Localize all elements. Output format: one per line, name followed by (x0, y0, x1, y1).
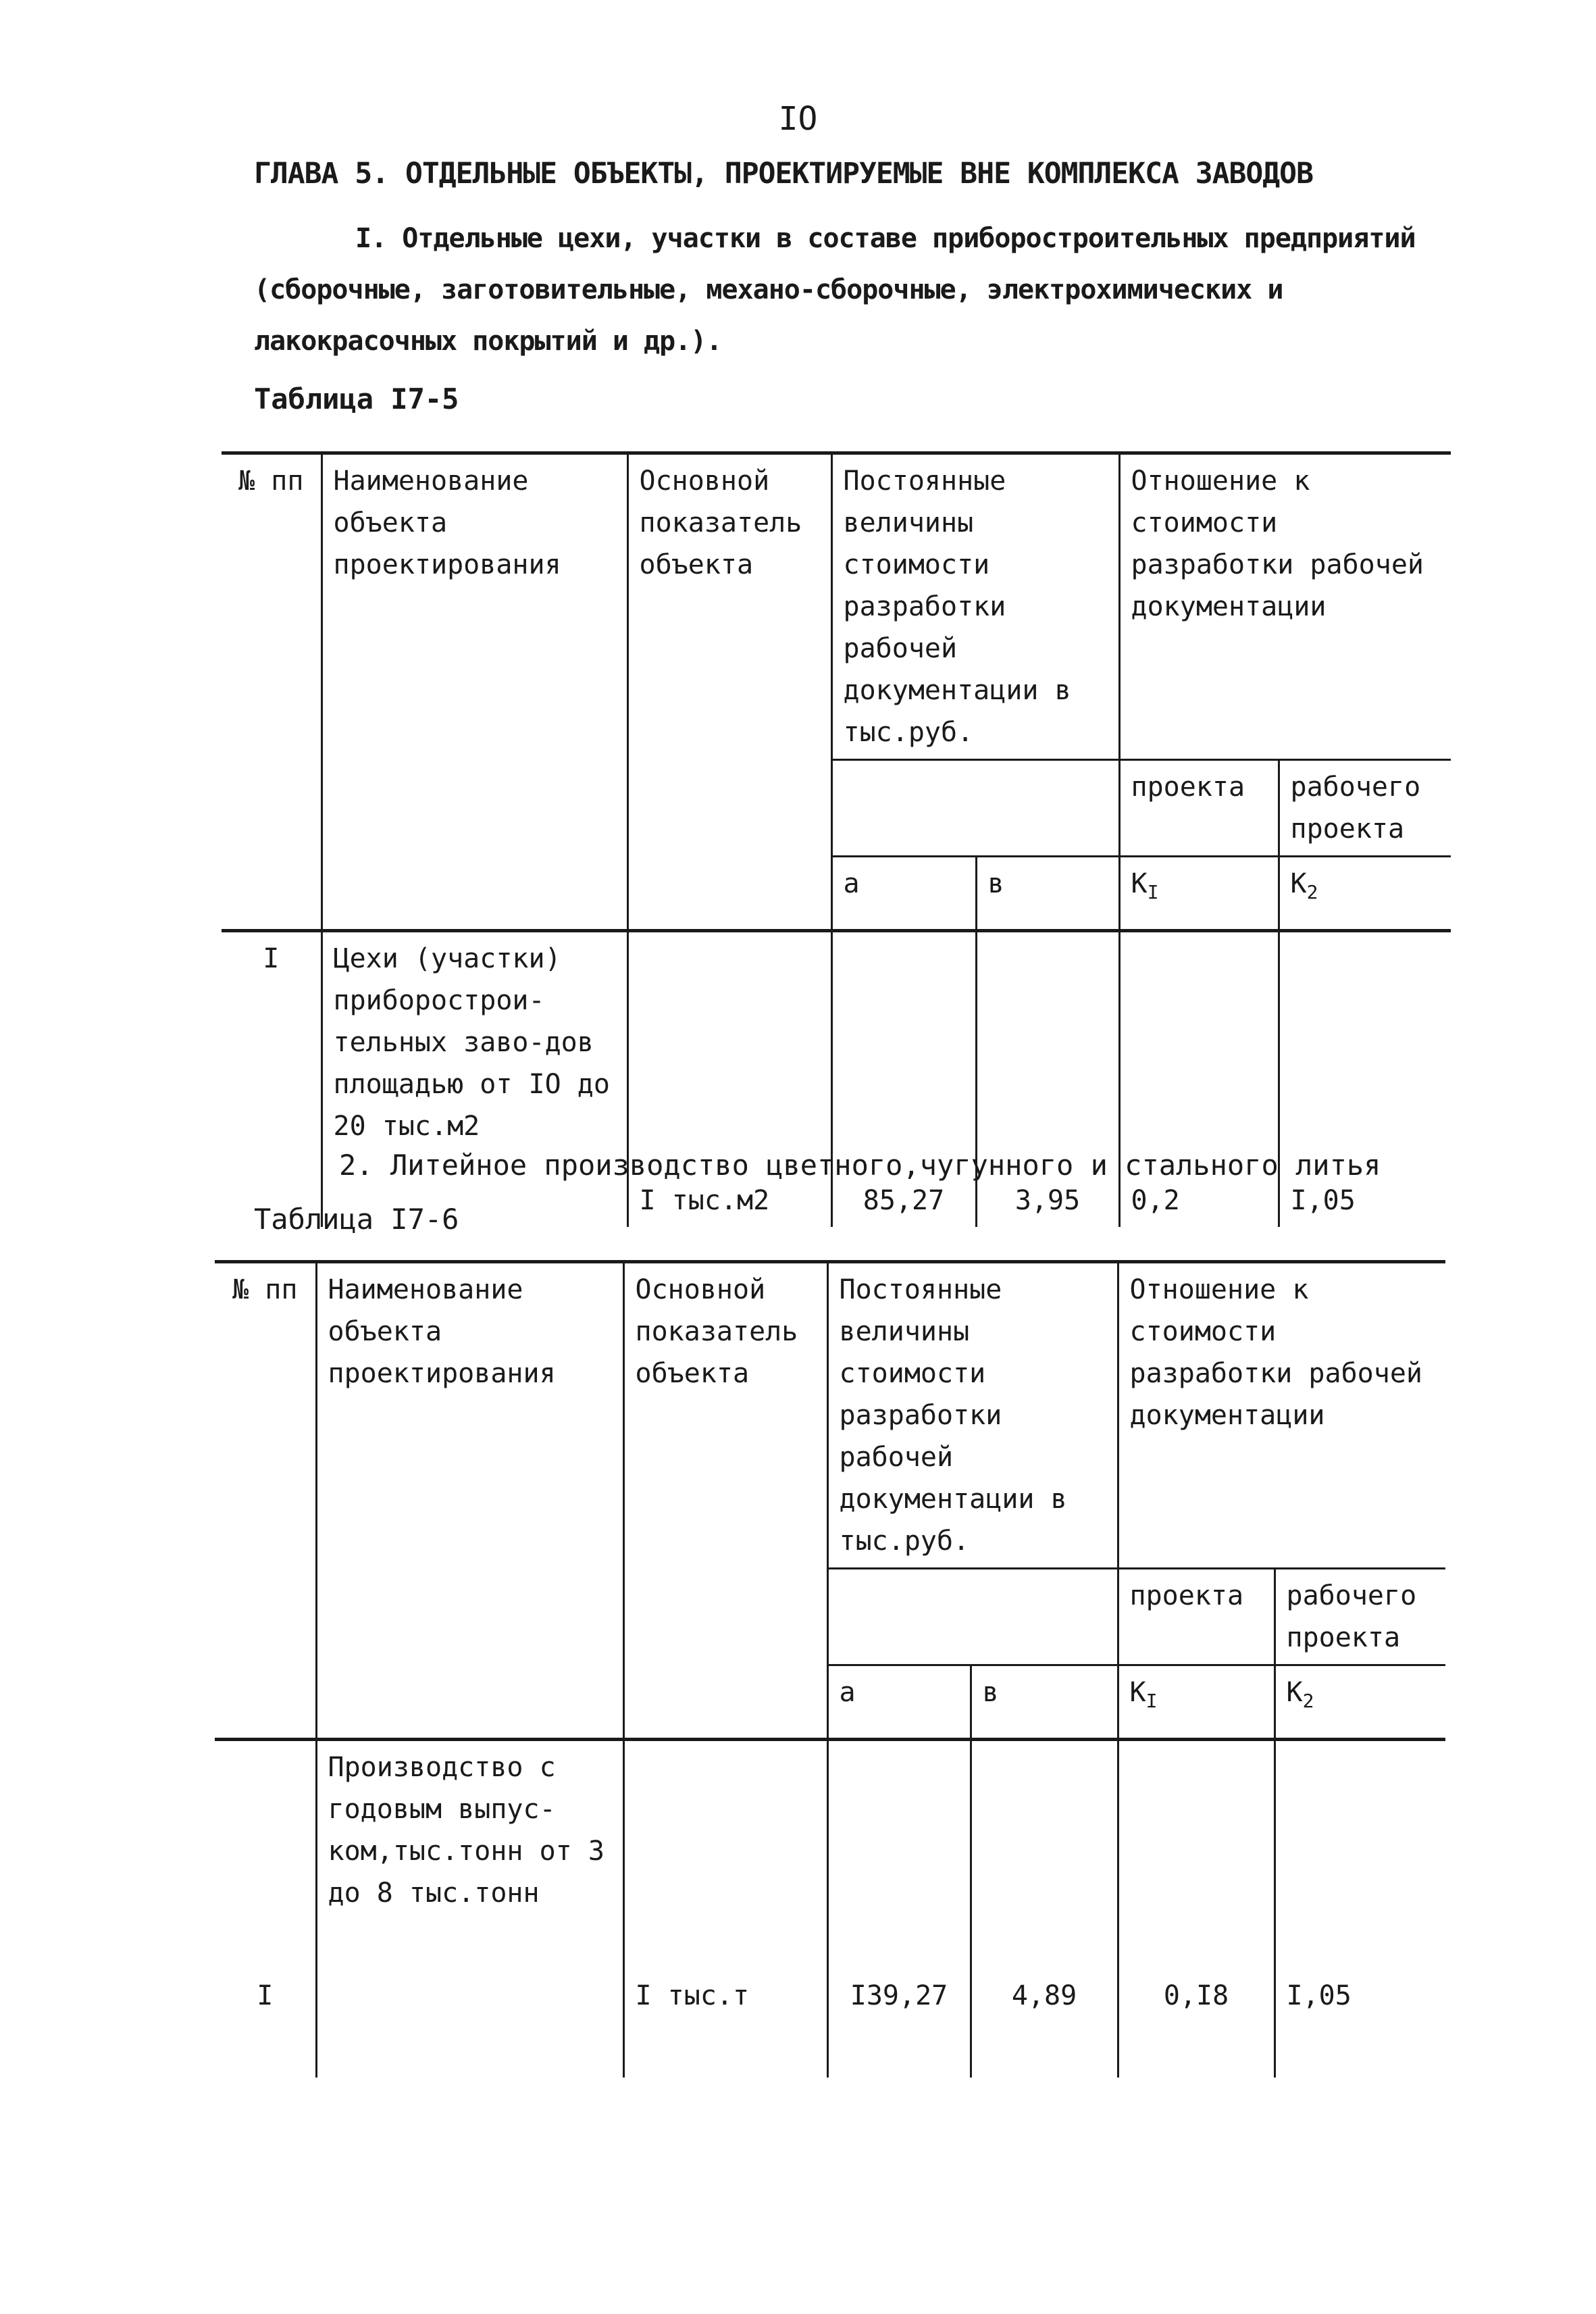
table-1-row-k2: I,05 (1279, 931, 1451, 1228)
chapter-title: ГЛАВА 5. ОТДЕЛЬНЫЕ ОБЪЕКТЫ, ПРОЕКТИРУЕМЫЕ ВНЕ КОМПЛЕКСА ЗАВОДОВ (254, 157, 1313, 191)
table-1-row-num: I (222, 931, 321, 1228)
table-2-header-working-project: рабочего проекта (1275, 1569, 1445, 1665)
table-1-header-indicator: Основной показатель объекта (627, 453, 831, 931)
table-2-header-name: Наименование объекта проектирования (316, 1262, 623, 1740)
table-1-header-constants: Постоянные величины стоимости разработки рабочей документации в тыс.руб. (831, 453, 1119, 760)
table-1-k1-letter: K (1131, 868, 1148, 899)
table-17-6 (215, 1260, 1445, 2078)
table-2-row-k2: I,05 (1275, 1740, 1445, 2078)
table-1-row-name: Цехи (участки) приборострои-тельных заво-дов площадью от IO до 20 тыс.м2 (321, 931, 627, 1228)
table-2-header-b: в (971, 1665, 1118, 1740)
table-1-header-b: в (976, 857, 1119, 931)
section-2-heading-text: 2. Литейное производство цветного,чугунного и стального литья (339, 1149, 1381, 1182)
table-2-row-k1: 0,I8 (1118, 1740, 1275, 2078)
table-1-row-k1: 0,2 (1119, 931, 1279, 1228)
table-2-header-indicator: Основной показатель объекта (623, 1262, 827, 1740)
table-2-caption: Таблица I7-6 (254, 1203, 459, 1236)
table-1-header-constants-cont (831, 760, 1119, 857)
table-1-header-k2 (1279, 857, 1451, 931)
table-2-header-num: № пп (215, 1262, 316, 1740)
table-17-5 (222, 451, 1451, 1227)
page-number: IO (778, 100, 818, 138)
table-1-header-a: а (831, 857, 976, 931)
table-2-header-constants-cont (827, 1569, 1118, 1665)
table-2-row-name: Производство с годовым выпус-ком,тыс.тонн от 3 до 8 тыс.тонн (316, 1740, 623, 2078)
section-1-heading-text: I. Отдельные цехи, участки в составе приборостроительных предприятий (сборочные, заготовительные, механо-сборочные, электрохимических и лакокрасочных покрытий и др.). (254, 223, 1416, 357)
table-2-k2-letter: K (1286, 1677, 1303, 1708)
table-2-k2-subscript: 2 (1302, 1690, 1314, 1712)
table-2-row-num: I (215, 1740, 316, 2078)
table-1-row-indicator: I тыс.м2 (627, 931, 831, 1228)
table-1-header-num: № пп (222, 453, 321, 931)
table-1-row-a: 85,27 (831, 931, 976, 1228)
table-2-row-indicator: I тыс.т (623, 1740, 827, 2078)
table-1-header-project: проекта (1119, 760, 1279, 857)
table-2-k1-subscript: I (1145, 1690, 1158, 1712)
table-1-k1-subscript: I (1147, 881, 1159, 903)
table-1-k2-subscript: 2 (1306, 881, 1318, 903)
section-2-heading (254, 1142, 1470, 1189)
table-1-caption: Таблица I7-5 (254, 382, 459, 416)
table-2-row-b: 4,89 (971, 1740, 1118, 2078)
table-1-k2-letter: K (1290, 868, 1307, 899)
table-2-header-k1 (1118, 1665, 1275, 1740)
table-2-header-k2 (1275, 1665, 1445, 1740)
table-1-row-b: 3,95 (976, 931, 1119, 1228)
table-2-header-project: проекта (1118, 1569, 1275, 1665)
table-row (215, 1740, 1445, 2078)
table-2-header-constants: Постоянные величины стоимости разработки рабочей документации в тыс.руб. (827, 1262, 1118, 1569)
table-2-header-ratio: Отношение к стоимости разработки рабочей документации (1118, 1262, 1445, 1569)
table-2-row-a: I39,27 (827, 1740, 971, 2078)
section-1-heading (254, 213, 1470, 367)
table-1-header-name: Наименование объекта проектирования (321, 453, 627, 931)
table-1-header-ratio: Отношение к стоимости разработки рабочей документации (1119, 453, 1451, 760)
table-1-header-k1 (1119, 857, 1279, 931)
table-2-k1-letter: K (1129, 1677, 1146, 1708)
table-1-header-working-project: рабочего проекта (1279, 760, 1451, 857)
table-2-header-a: а (827, 1665, 971, 1740)
